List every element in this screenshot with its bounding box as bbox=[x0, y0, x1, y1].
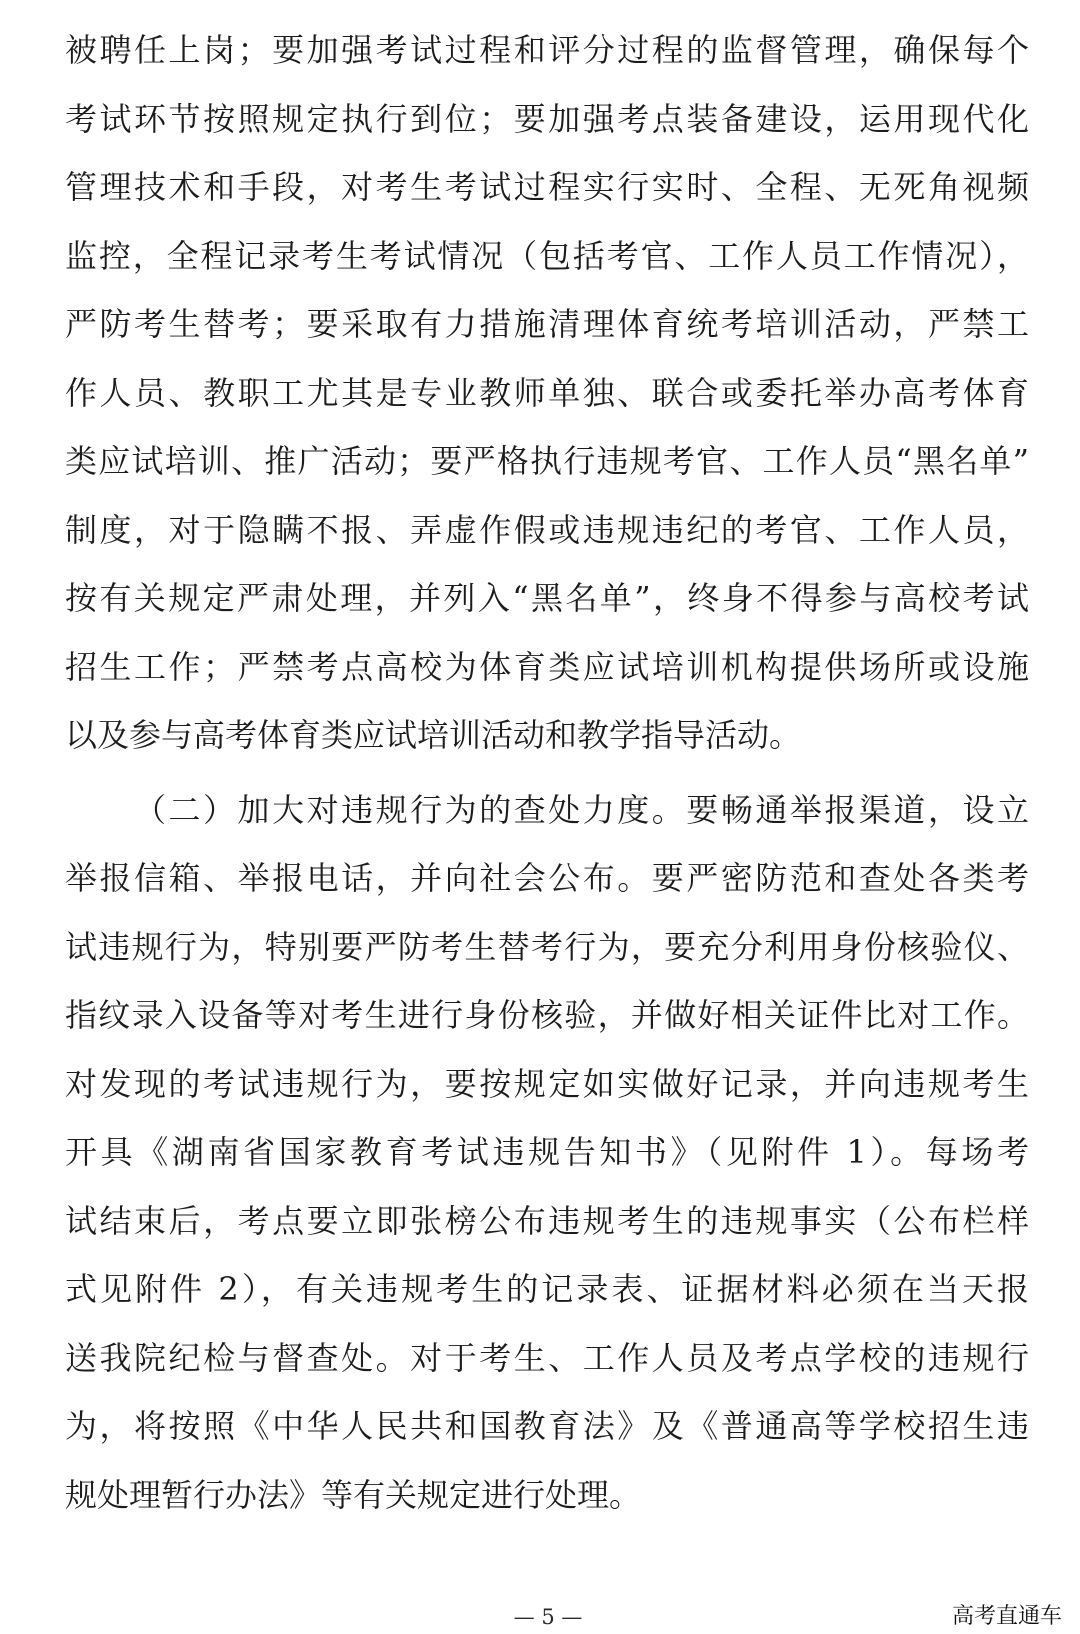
text-line: 指纹录入设备等对考生进行身份核验，并做好相关证件比对工作。 bbox=[65, 996, 1029, 1034]
text-line: 被聘任上岗；要加强考试过程和评分过程的监督管理，确保每个 bbox=[65, 31, 1029, 69]
text-line: 以及参与高考体育类应试培训活动和教学指导活动。 bbox=[65, 716, 802, 754]
text-line: 严防考生替考；要采取有力措施清理体育统考培训活动，严禁工 bbox=[65, 305, 1029, 343]
text-line: 监控，全程记录考生考试情况（包括考官、工作人员工作情况）， bbox=[65, 236, 1029, 275]
text-line: 为，将按照《中华人民共和国教育法》及《普通高等学校招生违 bbox=[65, 1407, 1029, 1445]
text-line: 考试环节按照规定执行到位；要加强考点装备建设，运用现代化 bbox=[65, 99, 1029, 138]
watermark-text: 高考直通车 bbox=[952, 1604, 1063, 1629]
page-number: — 5 — bbox=[513, 1605, 583, 1629]
text-line: （二）加大对违规行为的查处力度。要畅通举报渠道，设立 bbox=[134, 790, 1029, 829]
text-line: 试违规行为，特别要严防考生替考行为，要充分利用身份核验仪、 bbox=[65, 927, 1029, 966]
paragraph bbox=[65, 776, 1029, 1530]
text-line: 对发现的考试违规行为，要按规定如实做好记录，并向违规考生 bbox=[65, 1064, 1029, 1103]
text-line: 作人员、教职工尤其是专业教师单独、联合或委托举办高考体育 bbox=[65, 373, 1029, 412]
text-line: 式见附件 2），有关违规考生的记录表、证据材料必须在当天报 bbox=[65, 1270, 1029, 1308]
paragraph bbox=[65, 16, 1029, 770]
text-line: 举报信箱、举报电话，并向社会公布。要严密防范和查处各类考 bbox=[65, 859, 1029, 897]
document-body bbox=[65, 16, 1029, 1529]
text-line: 类应试培训、推广活动；要严格执行违规考官、工作人员“黑名单” bbox=[65, 442, 1029, 480]
text-line: 开具《湖南省国家教育考试违规告知书》（见附件 1）。每场考 bbox=[65, 1133, 1029, 1171]
text-line: 管理技术和手段，对考生考试过程实行实时、全程、无死角视频 bbox=[65, 168, 1029, 206]
text-line: 送我院纪检与督查处。对于考生、工作人员及考点学校的违规行 bbox=[65, 1338, 1029, 1377]
text-line: 按有关规定严肃处理，并列入“黑名单”，终身不得参与高校考试 bbox=[65, 579, 1029, 617]
text-line: 规处理暂行办法》等有关规定进行处理。 bbox=[65, 1475, 642, 1514]
text-line: 试结束后，考点要立即张榜公布违规考生的违规事实（公布栏样 bbox=[65, 1201, 1029, 1240]
text-line: 制度，对于隐瞒不报、弄虚作假或违规违纪的考官、工作人员， bbox=[65, 510, 1029, 549]
text-line: 招生工作；严禁考点高校为体育类应试培训机构提供场所或设施 bbox=[65, 647, 1029, 686]
